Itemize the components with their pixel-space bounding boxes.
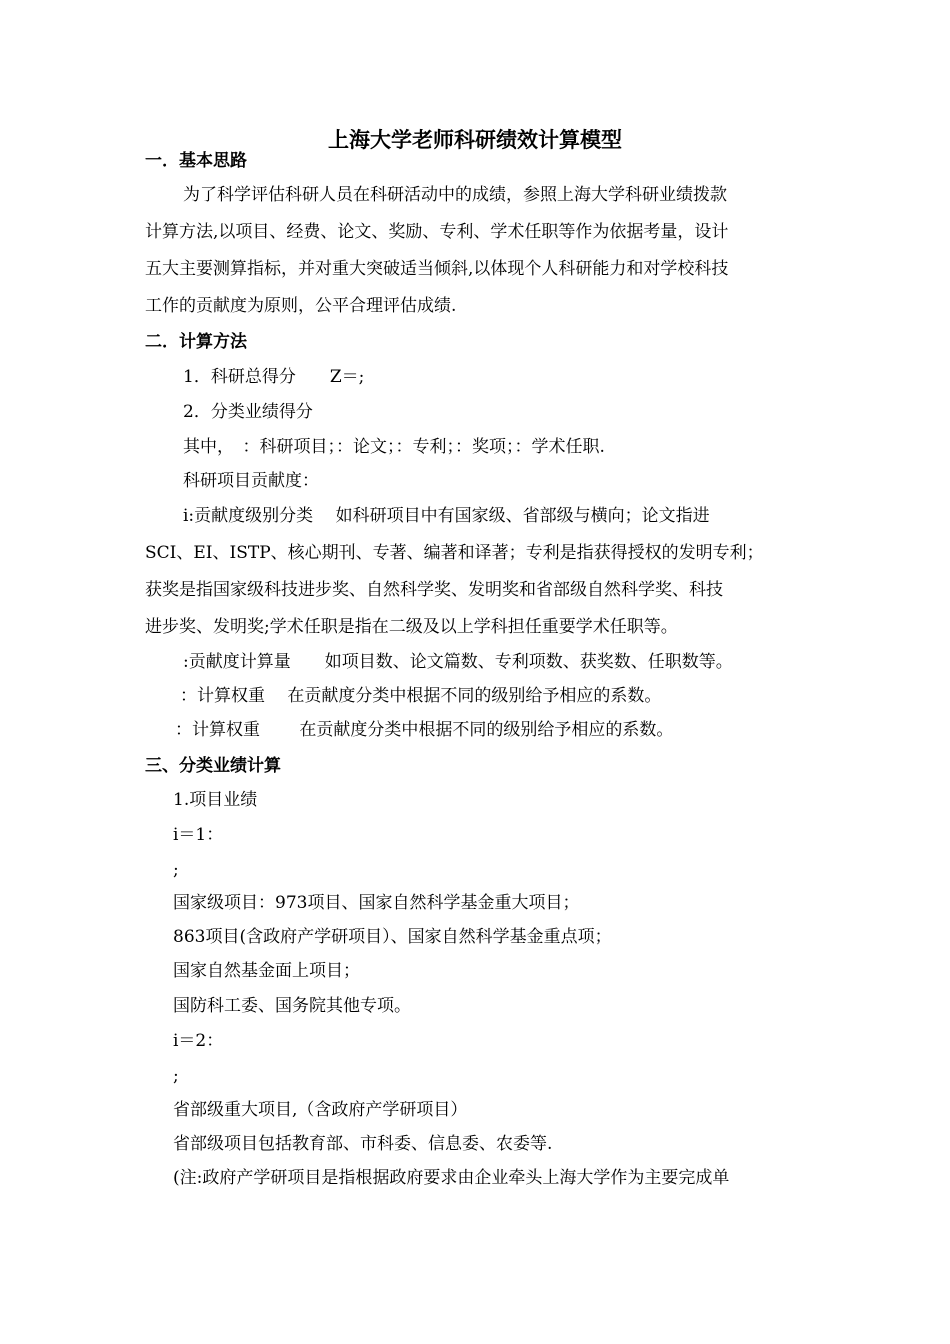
paragraph-line: 2．分类业绩得分	[183, 402, 313, 422]
paragraph-line: 计算方法,以项目、经费、论文、奖励、专利、学术任职等作为依据考量，设计	[145, 222, 729, 242]
section-heading-basic-idea: 一．基本思路	[145, 151, 247, 171]
paragraph-line: (注:政府产学研项目是指根据政府要求由企业牵头上海大学作为主要完成单	[173, 1168, 730, 1188]
paragraph-line: ：计算权重 在贡献度分类中根据不同的级别给予相应的系数。	[180, 686, 662, 706]
paragraph-line: 国防科工委、国务院其他专项。	[173, 996, 411, 1016]
paragraph-line: :贡献度计算量 如项目数、论文篇数、专利项数、获奖数、任职数等。	[183, 652, 733, 672]
paragraph-line: 获奖是指国家级科技进步奖、自然科学奖、发明奖和省部级自然科学奖、科技	[145, 580, 723, 600]
paragraph-line: 其中， ：科研项目；：论文；：专利；：奖项；：学术任职.	[183, 437, 605, 457]
paragraph-line: 工作的贡献度为原则，公平合理评估成绩.	[145, 296, 457, 316]
paragraph-line: 五大主要测算指标，并对重大突破适当倾斜,以体现个人科研能力和对学校科技	[145, 259, 729, 279]
section-heading-classified-performance: 三、分类业绩计算	[145, 756, 281, 776]
paragraph-line: ：计算权重 在贡献度分类中根据不同的级别给予相应的系数。	[175, 720, 674, 740]
paragraph-line: i＝2：	[173, 1031, 224, 1051]
paragraph-line: 国家自然基金面上项目；	[173, 961, 360, 981]
paragraph-line: 科研项目贡献度：	[183, 471, 319, 491]
paragraph-line: 1.项目业绩	[173, 790, 258, 810]
paragraph-line: i＝1：	[173, 825, 224, 845]
paragraph-line: 为了科学评估科研人员在科研活动中的成绩，参照上海大学科研业绩拨款	[183, 185, 727, 205]
paragraph-line: 省部级项目包括教育部、市科委、信息委、农委等.	[173, 1134, 553, 1154]
paragraph-line: ;	[173, 1066, 179, 1086]
paragraph-line: 省部级重大项目,（含政府产学研项目）	[173, 1100, 468, 1120]
paragraph-line: 国家级项目：973项目、国家自然科学基金重大项目；	[173, 893, 580, 913]
paragraph-line: 进步奖、发明奖;学术任职是指在二级及以上学科担任重要学术任职等。	[145, 617, 678, 637]
section-heading-calculation-method: 二．计算方法	[145, 332, 247, 352]
paragraph-line: 863项目(含政府产学研项目）、国家自然科学基金重点项；	[173, 927, 612, 947]
paragraph-line: ;	[173, 860, 179, 880]
paragraph-line: 1．科研总得分 Z＝;	[183, 367, 365, 387]
paragraph-line: i:贡献度级别分类 如科研项目中有国家级、省部级与横向；论文指进	[183, 506, 710, 526]
paragraph-line: SCI、EI、ISTP、核心期刊、专著、编著和译著；专利是指获得授权的发明专利；	[145, 543, 764, 563]
document-title: 上海大学老师科研绩效计算模型	[328, 128, 622, 152]
